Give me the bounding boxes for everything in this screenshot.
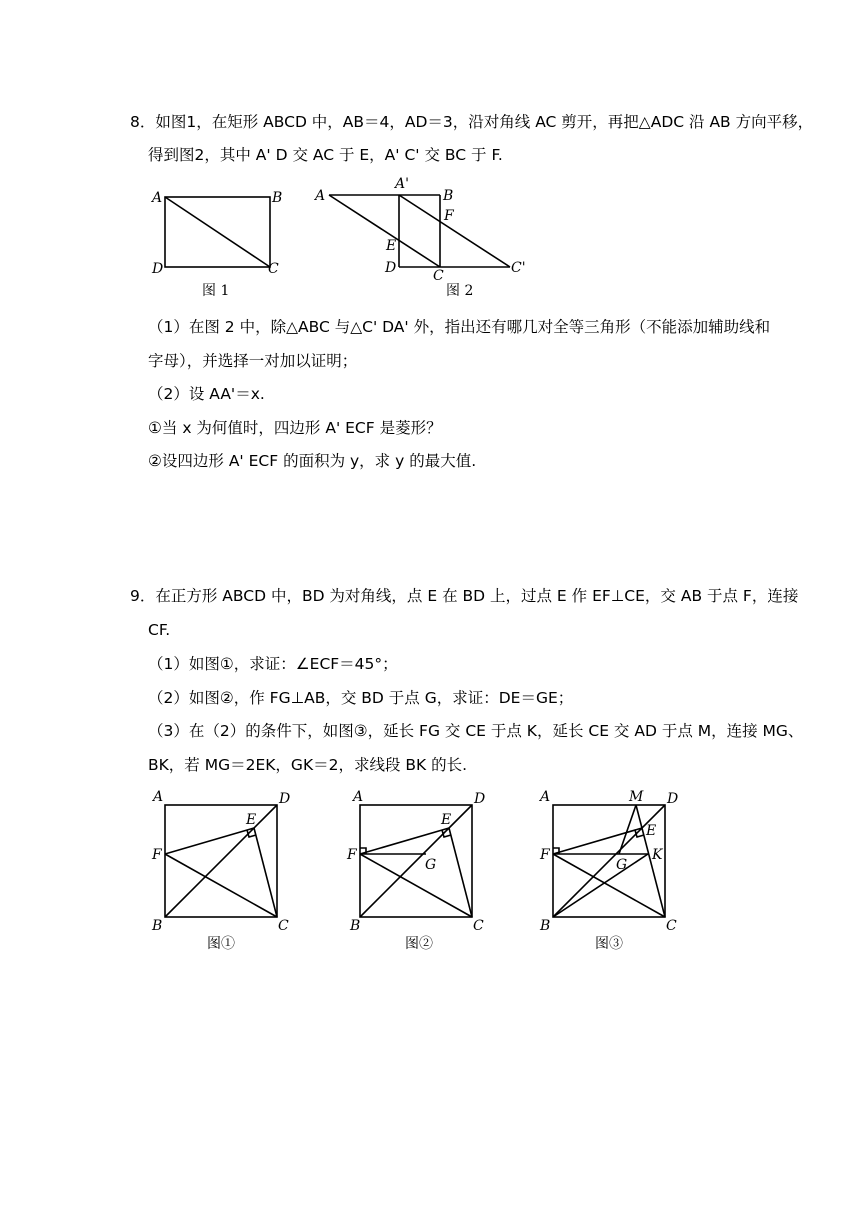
label-c: C [666,918,677,934]
q9-part3-line2: BK，若 MG＝2EK，GK＝2，求线段 BK 的长. [148,756,468,774]
label-a: A [152,190,163,206]
segment-ec [449,828,472,917]
label-a: A [315,188,326,204]
label-a: A [353,789,364,805]
segment-a1c1 [399,195,510,267]
q9-part3-line1: （3）在（2）的条件下，如图③，延长 FG 交 CE 于点 K，延长 CE 交 AD 于点 M，连接 MG、 [148,722,804,740]
label-c: C [268,261,279,277]
label-a: A [153,789,164,805]
segment-fc [553,854,665,917]
q9-figure-2 [345,787,495,937]
q8-part1-line1: （1）在图 2 中，除△ABC 与△C' DA' 外，指出还有哪几对全等三角形（不能添加辅助线和 [148,318,771,336]
segment-bk [553,854,648,917]
label-a: A [540,789,551,805]
segment-fc [360,854,472,917]
segment-mg [619,805,636,854]
label-b: B [540,918,551,934]
label-e: E [646,823,657,839]
label-e: E [441,812,452,828]
q8-part1-line2: 字母），并选择一对加以证明； [148,352,358,370]
label-c: C [433,268,444,284]
segment-ac [329,195,440,267]
diagonal-bd [360,805,472,917]
q8-fig1-caption: 图 1 [202,283,230,299]
label-g: G [425,857,437,873]
q9-stem-line2: CF. [148,621,171,639]
label-e: E [246,812,257,828]
label-d: D [152,261,164,277]
q9-figure-1 [150,787,300,937]
label-f: F [152,847,162,863]
label-g: G [616,857,628,873]
q9-stem-line1: 9．在正方形 ABCD 中，BD 为对角线，点 E 在 BD 上，过点 E 作 EF⊥CE，交 AB 于点 F，连接 [130,587,799,605]
q8-part2: （2）设 AA'＝x. [148,385,265,403]
label-f: F [347,847,357,863]
segment-ec [254,828,277,917]
label-d: D [385,260,397,276]
diagonal-bd [165,805,277,917]
q8-part2-2: ②设四边形 A' ECF 的面积为 y，求 y 的最大值. [148,452,477,470]
label-a-prime: A' [395,176,409,192]
label-d: D [279,791,291,807]
label-k: K [652,847,663,863]
label-c-prime: C' [511,260,526,276]
label-e: E [386,238,397,254]
label-c: C [278,918,289,934]
label-d: D [474,791,486,807]
q9-figure-3 [538,787,688,937]
label-f: F [540,847,550,863]
q9-part1: （1）如图①，求证：∠ECF＝45°； [148,655,398,673]
diagonal-ac [165,197,270,267]
q8-part2-1: ①当 x 为何值时，四边形 A' ECF 是菱形？ [148,419,442,437]
label-f: F [444,208,454,224]
label-b: B [152,918,163,934]
q8-stem-line1: 8．如图1，在矩形 ABCD 中，AB＝4，AD＝3，沿对角线 AC 剪开，再把△ADC 沿 AB 方向平移， [130,113,814,131]
q8-fig2-caption: 图 2 [446,283,474,299]
q9-fig2-caption: 图② [405,936,433,952]
label-b: B [272,190,283,206]
q8-stem-line2: 得到图2，其中 A' D 交 AC 于 E，A' C' 交 BC 于 F. [148,146,503,164]
q8-figure-2 [315,176,545,295]
label-b: B [350,918,361,934]
label-m: M [629,789,644,805]
q9-fig1-caption: 图① [207,936,235,952]
label-d: D [667,791,679,807]
label-b: B [443,188,454,204]
label-c: C [473,918,484,934]
diagonal-bd [553,805,665,917]
q9-part2: （2）如图②，作 FG⊥AB，交 BD 于点 G，求证：DE＝GE； [148,689,574,707]
q9-fig3-caption: 图③ [595,936,623,952]
segment-fc [165,854,277,917]
